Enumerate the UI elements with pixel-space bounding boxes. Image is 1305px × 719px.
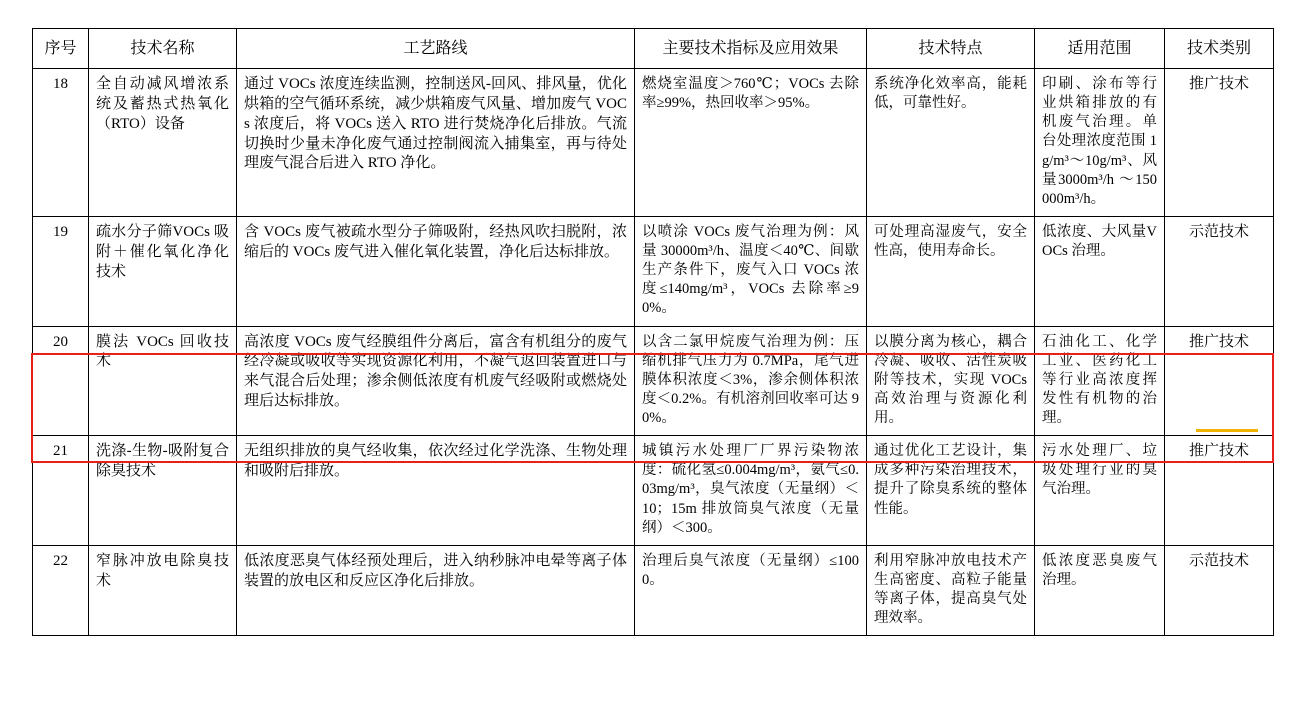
cell-no: 20 [33,326,89,436]
cell-scope-text: 印刷、涂布等行业烘箱排放的有机废气治理。单台处理浓度范围 1g/m³～10g/m³、风量3000m³/h ～150000m³/h。 [1042,76,1157,207]
cell-index [635,216,867,326]
cell-feature-text: 利用窄脉冲放电技术产生高密度、高粒子能量等离子体，提高臭气处理效率。 [874,552,1027,627]
table-row [33,69,1274,217]
cell-index-text: 治理后臭气浓度（无量纲）≤1000。 [642,552,859,588]
cell-route [237,545,635,636]
cell-feature-text: 系统净化效率高，能耗低，可靠性好。 [874,76,1027,112]
table-header-row [33,29,1274,69]
cell-scope [1035,216,1165,326]
cell-index [635,69,867,217]
cell-scope-text: 低浓度、大风量VOCs 治理。 [1042,223,1157,260]
cell-route-text: 通过 VOCs 浓度连续监测，控制送风-回风、排风量，优化烘箱的空气循环系统，减少烘箱废气风量、增加废气 VOCs 浓度后，将 VOCs 送入 RTO 进行焚烧净化后排放。气流切换时少量未净化废气通过控制阀流入捕集室，再与待处理废气混合后进入 RTO 净化。 [244,76,627,172]
cell-feature [867,436,1035,546]
cell-route-text: 低浓度恶臭气体经预处理后，进入纳秒脉冲电晕等离子体装置的放电区和反应区净化后排放。 [244,552,627,589]
cell-feature [867,326,1035,436]
cell-type: 示范技术 [1165,216,1274,326]
cell-scope [1035,326,1165,436]
column-header-no: 序号 [33,29,89,69]
cell-route [237,326,635,436]
column-header-scope: 适用范围 [1035,29,1165,69]
column-header-route: 工艺路线 [237,29,635,69]
cell-scope [1035,545,1165,636]
cell-type: 推广技术 [1165,69,1274,217]
underline-annotation [1196,429,1258,432]
cell-scope-text: 石油化工、化学工业、医药化工等行业高浓度挥发性有机物的治理。 [1042,333,1157,427]
cell-index [635,436,867,546]
cell-scope [1035,69,1165,217]
cell-index [635,326,867,436]
table-row [33,216,1274,326]
cell-name-text: 膜法 VOCs 回收技术 [96,333,229,370]
column-header-index: 主要技术指标及应用效果 [635,29,867,69]
cell-scope-text: 污水处理厂、垃圾处理行业的臭气治理。 [1042,443,1157,498]
cell-name-text: 洗涤-生物-吸附复合除臭技术 [96,443,229,480]
table-body [33,69,1274,636]
cell-feature [867,216,1035,326]
cell-route-text: 无组织排放的臭气经收集，依次经过化学洗涤、生物处理和吸附后排放。 [244,443,627,480]
cell-index-text: 燃烧室温度＞760℃；VOCs 去除率≥99%，热回收率＞95%。 [642,76,859,112]
cell-type: 示范技术 [1165,545,1274,636]
technology-catalog-table [32,28,1274,636]
cell-name [89,545,237,636]
column-header-name: 技术名称 [89,29,237,69]
cell-type: 推广技术 [1165,326,1274,436]
cell-index-text: 以喷涂 VOCs 废气治理为例：风量 30000m³/h、温度＜40℃、间歇生产条件下，废气入口 VOCs 浓度≤140mg/m³，VOCs 去除率≥90%。 [642,223,859,317]
cell-scope-text: 低浓度恶臭废气治理。 [1042,552,1157,588]
cell-route [237,436,635,546]
cell-route-text: 高浓度 VOCs 废气经膜组件分离后，富含有机组分的废气经冷凝或吸收等实现资源化利用，不凝气返回装置进口与来气混合后处理；渗余侧低浓度有机废气经吸附或燃烧处理后达标排放。 [244,333,627,409]
table-row-highlighted [33,326,1274,436]
cell-scope [1035,436,1165,546]
cell-name-text: 全自动减风增浓系统及蓄热式热氧化（RTO）设备 [96,76,229,132]
cell-route-text: 含 VOCs 废气被疏水型分子筛吸附，经热风吹扫脱附，浓缩后的 VOCs 废气进入催化氧化装置，净化后达标排放。 [244,223,627,260]
cell-feature [867,69,1035,217]
cell-type: 推广技术 [1165,436,1274,546]
column-header-feature: 技术特点 [867,29,1035,69]
cell-route [237,69,635,217]
cell-name-text: 疏水分子筛VOCs 吸附＋催化氧化净化技术 [96,223,229,280]
cell-name [89,326,237,436]
cell-name [89,69,237,217]
cell-index-text: 以含二氯甲烷废气治理为例：压缩机排气压力为 0.7MPa，尾气进膜体积浓度＜3%，渗余侧体积浓度＜0.2%。有机溶剂回收率可达 90%。 [642,333,859,427]
cell-index [635,545,867,636]
cell-feature-text: 以膜分离为核心，耦合冷凝、吸收、活性炭吸附等技术，实现 VOCs 高效治理与资源化利用。 [874,333,1031,427]
cell-name [89,216,237,326]
cell-route [237,216,635,326]
cell-feature [867,545,1035,636]
cell-index-text: 城镇污水处理厂厂界污染物浓度：硫化氢≤0.004mg/m³，氨气≤0.03mg/m³，臭气浓度（无量纲）＜10；15m 排放筒臭气浓度（无量纲）＜300。 [642,443,859,536]
column-header-type: 技术类别 [1165,29,1274,69]
table-header [33,29,1274,69]
cell-no: 19 [33,216,89,326]
cell-name [89,436,237,546]
cell-no: 22 [33,545,89,636]
table-row [33,436,1274,546]
table-row [33,545,1274,636]
cell-feature-text: 可处理高湿废气，安全性高，使用寿命长。 [874,223,1027,260]
cell-name-text: 窄脉冲放电除臭技术 [96,552,229,589]
cell-feature-text: 通过优化工艺设计，集成多种污染治理技术，提升了除臭系统的整体性能。 [874,443,1027,517]
cell-no: 18 [33,69,89,217]
cell-no: 21 [33,436,89,546]
